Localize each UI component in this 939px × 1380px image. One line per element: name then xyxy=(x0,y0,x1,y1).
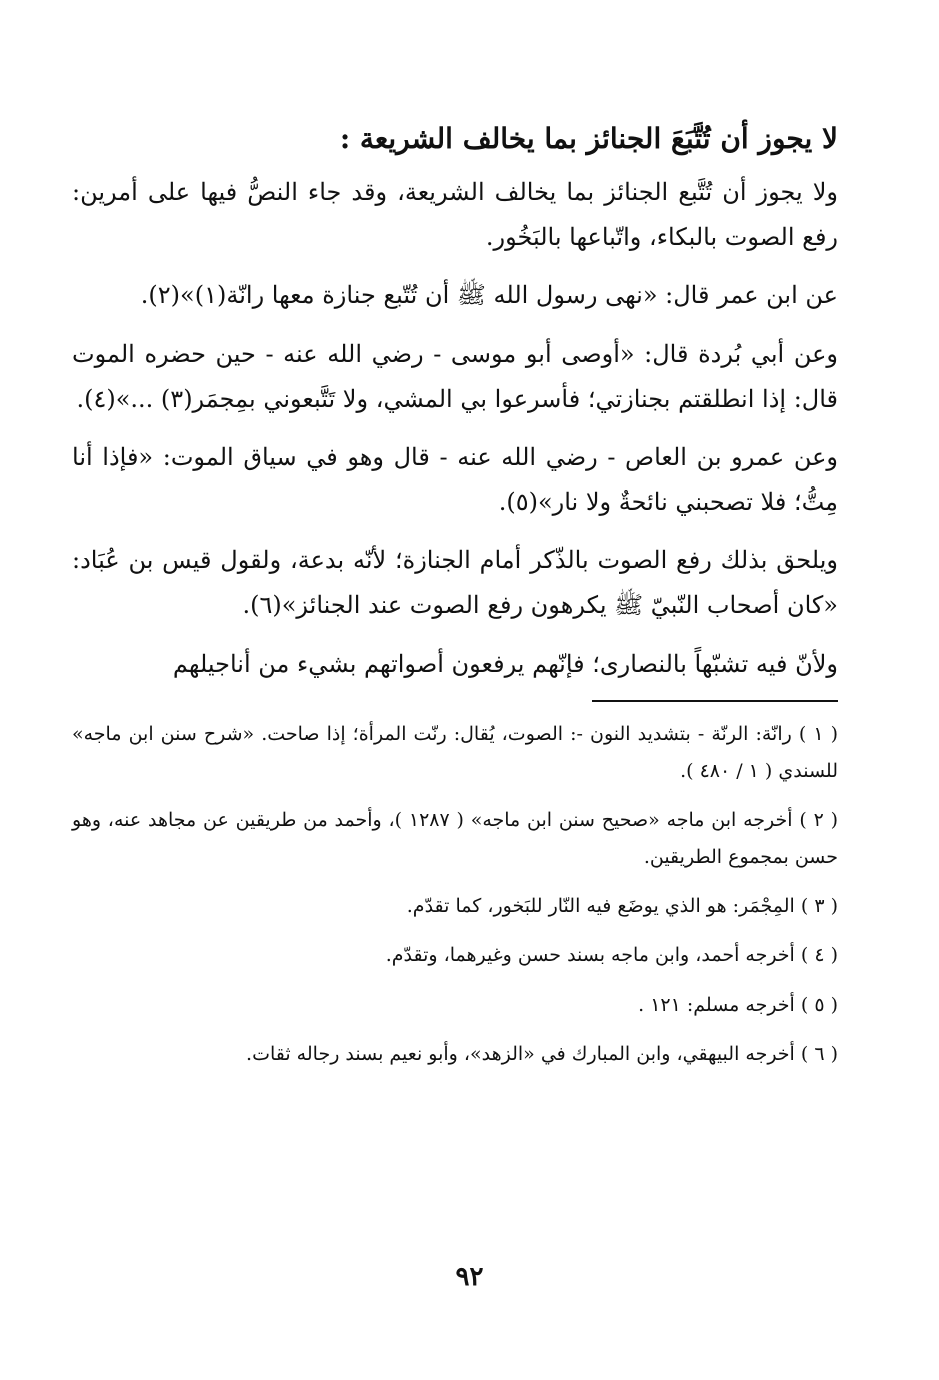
footnote-separator xyxy=(592,700,838,702)
page-body xyxy=(72,118,838,1085)
footnote-4: ( ٤ ) أخرجه أحمد، وابن ماجه بسند حسن وغيرهما، وتقدّم. xyxy=(385,944,838,967)
paragraph-ibn-umar: عن ابن عمر قال: «نهى رسول الله ﷺ أن تُتّبع جنازة معها رانّة(١)»(٢). xyxy=(140,281,838,310)
page-number: ٩٢ xyxy=(455,1262,484,1292)
footnote-1: ( ١ ) رانّة: الرنّة - بتشديد النون -: الصوت، يُقال: رنّت المرأة؛ إذا صاحت. «شرح سنن ابن ماجه» للسندي ( ١ / ٤٨٠ ). xyxy=(72,723,839,783)
paragraph-imitation: ولأنّ فيه تشبّهاً بالنصارى؛ فإنّهم يرفعون أصواتهم بشيء من أناجيلهم xyxy=(172,649,838,678)
footnote-6: ( ٦ ) أخرجه البيهقي، وابن المبارك في «الزهد»، وأبو نعيم بسند رجاله ثقات. xyxy=(246,1042,838,1065)
section-heading: لا يجوز أن تُتَّبَعَ الجنائز بما يخالف الشريعة : xyxy=(339,122,838,155)
paragraph-intro: ولا يجوز أن تُتَّبع الجنائز بما يخالف الشريعة، وقد جاء النصُّ فيها على أمرين: رفع الصوت بالبكاء، واتّباعها بالبَخُور. xyxy=(72,178,838,251)
paragraph-amr-ibn-al-as: وعن عمرو بن العاص - رضي الله عنه - قال وهو في سياق الموت: «فإذا أنا مِتُّ؛ فلا تصحبني نائحةٌ ولا نار»(٥). xyxy=(72,443,838,516)
footnote-5: ( ٥ ) أخرجه مسلم: ١٢١ . xyxy=(638,993,838,1016)
footnote-2: ( ٢ ) أخرجه ابن ماجه «صحيح سنن ابن ماجه» ( ١٢٨٧ )، وأحمد من طريقين عن مجاهد عنه، وهو حسن بمجموع الطريقين. xyxy=(72,809,838,869)
footnote-3: ( ٣ ) المِجْمَر: هو الذي يوضَع فيه النّار للبَخور، كما تقدّم. xyxy=(406,895,838,918)
paragraph-raising-voice: ويلحق بذلك رفع الصوت بالذّكر أمام الجنازة؛ لأنّه بدعة، ولقول قيس بن عُبَاد: «كان أصحاب النّبيّ ﷺ يكرهون رفع الصوت عند الجنائز»(٦). xyxy=(72,546,838,619)
paragraph-abu-burda: وعن أبي بُردة قال: «أوصى أبو موسى - رضي الله عنه - حين حضره الموت قال: إذا انطلقتم بجنازتي؛ فأسرعوا بي المشي، ولا تَتَّبعوني بمِجمَر(٣) ...»(٤). xyxy=(72,339,838,413)
